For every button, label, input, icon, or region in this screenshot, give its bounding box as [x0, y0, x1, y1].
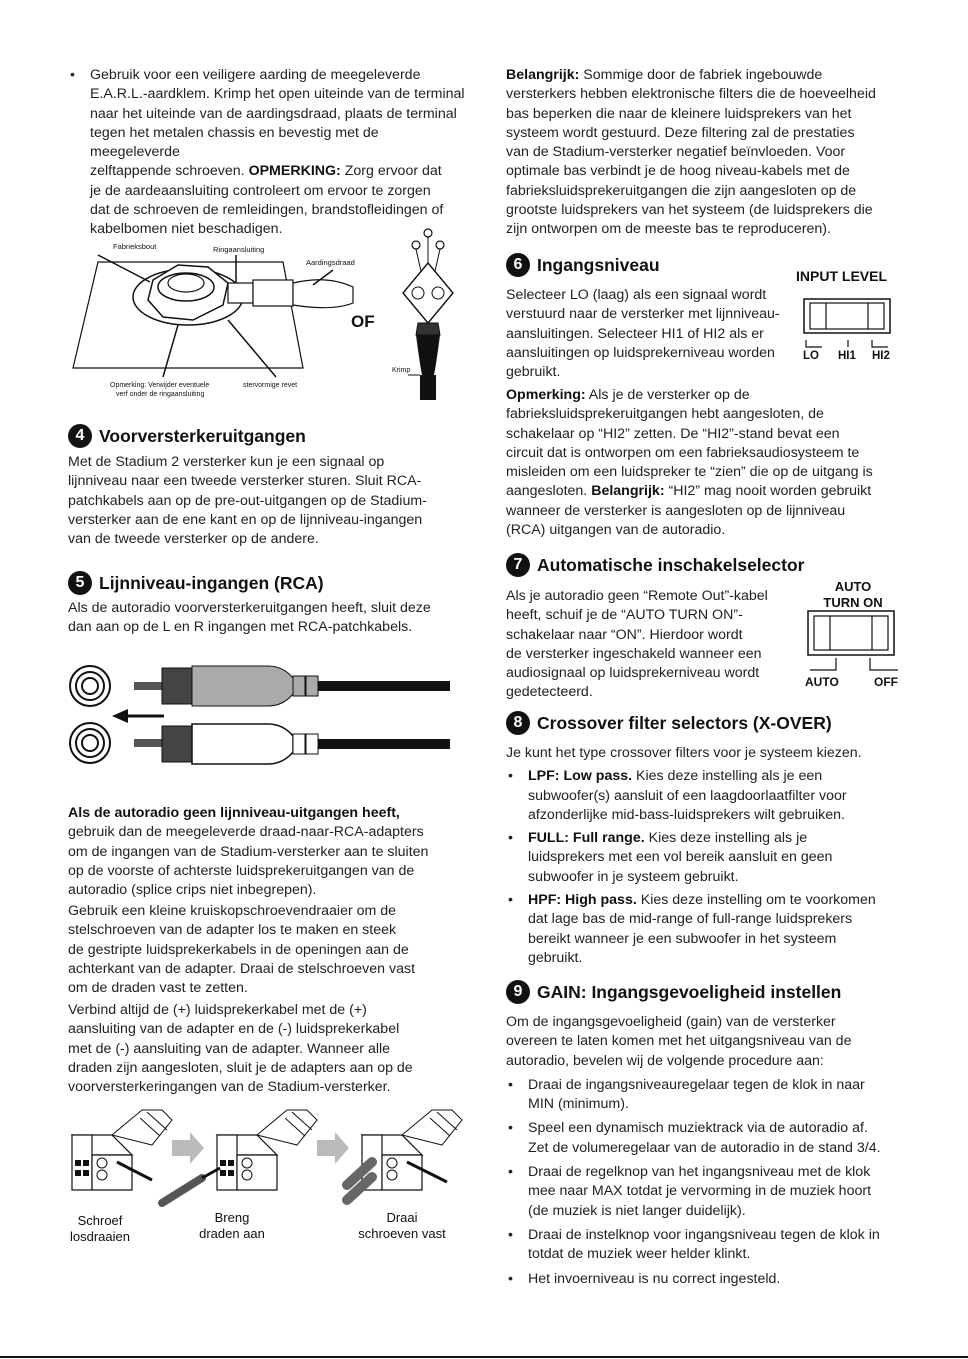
section-8-title: Crossover filter selectors (X-OVER) [537, 712, 832, 733]
section-4-number: 4 [68, 424, 92, 448]
label-losdraaien: losdraaien [70, 1229, 130, 1244]
list-item: • Draai de ingangsniveauregelaar tegen de klok in naar MIN (minimum). [506, 1076, 906, 1115]
section-6-heading [506, 253, 660, 277]
input-level-hi1: HI1 [838, 350, 856, 362]
bottom-rule [0, 1356, 968, 1358]
section-5-heading [68, 571, 324, 595]
label-draai: Draai [386, 1210, 418, 1225]
label-of: OF [351, 312, 375, 331]
ground-wire [293, 280, 353, 308]
ground-bullet: • Gebruik voor een veiligere aarding de meegeleverde E.A.R.L.-aardklem. Krimp het open uiteinde van de terminal naar het uiteinde van de aardingsdraad, plaats de terminal tegen het metalen chassis en bevestig met de meegeleverde zelftappende schroeven. OPMERKING: Zorg ervoor dat je de aardeaansluiting controleert om ervoor te zorgen dat de schroeven de remleidingen, brandstofleidingen of kabelbomen niet beschadigen. [68, 66, 468, 240]
rca-plug-top [134, 666, 450, 706]
auto-turn-on-switch [800, 578, 906, 690]
input-level-lo: LO [803, 350, 819, 362]
section-8-body: Je kunt het type crossover filters voor je systeem kiezen. • LPF: Low pass. Kies deze instelling als je een subwoofer(s) aansluit of een laagdoorlaatfilter voor afzonderlijke mid-bass-luidsprekers wilt gebruiken. • FULL: Full range. Kies deze instelling als je luidsprekers met een vol bereik aansluit en geen subwoofer in je systeem gebruikt. • HPF: High pass. Kies deze instelling om te voorkomen dat lage bas de mid-range of full-range luidsprekers bereikt wanneer je een subwoofer in het systeem gebruikt. [506, 744, 906, 968]
no-line-output-text: Als de autoradio geen lijnniveau-uitgangen heeft, gebruik dan de meegeleverde draad-naar-RCA-adapters om de ingangen van de Stadium-versterker aan te sluiten op de voorste of achterste luidsprekeruitgangen van de autoradio (splice crips niet inbegrepen). [68, 805, 429, 899]
section-4-heading [68, 424, 306, 448]
note-text: Opmerking: Als je de versterker op de fabrieksluidsprekeruitgangen hebt aangesloten, de schakelaar op “HI2” zetten. De “HI2”-stand bevat een circuit dat is ontworpen om een fabrieksaudiosysteem te misleiden om een luidspreker te “zien” die op de uitgang is aangesloten. Belangrijk: “HI2” mag nooit worden gebruikt wanneer de versterker is aangesloten op de lijnniveau (RCA) uitgangen van de autoradio. [506, 387, 873, 539]
auto-turn-on-title-1: AUTO [834, 579, 872, 594]
section-6-body: Selecteer LO (laag) als een signaal wordt verstuurd naar de versterker met lijnniveau- aansluitingen. Selecteer HI1 of HI2 als er aansluitingen op luidsprekerniveau worden gebruikt. [506, 287, 780, 381]
auto-turn-on-auto: AUTO [805, 675, 839, 689]
label-note-2: verf onder de ringaansluiting [116, 391, 205, 398]
section-5-title: Lijnniveau-ingangen (RCA) [99, 572, 324, 593]
label-draden-aan: draden aan [199, 1226, 265, 1241]
arrow-right-icon [172, 1132, 204, 1164]
label-ringaansluiting: Ringaansluiting [213, 245, 265, 254]
arrow-right-icon-2 [317, 1132, 349, 1164]
section-9-number: 9 [506, 980, 530, 1004]
crimp-terminal-drawing [403, 229, 453, 400]
auto-turn-on-title-2: TURN ON [823, 595, 883, 610]
screw-instructions: Gebruik een kleine kruiskopschroevendraaier om de stelschroeven van de adapter los te maken en steek de gestripte luidsprekerkabels in de openingen aan de achterkant van de adapter. Draai de stelschroeven vast om de draden vast te zetten. [68, 903, 416, 997]
list-item: • Draai de instelknop voor ingangsniveau tegen de klok in totdat de muziek weer helder klinkt. [506, 1226, 906, 1265]
section-7-body: Als je autoradio geen “Remote Out”-kabel heeft, schuif je de “AUTO TURN ON”- schakelaar naar “ON”. Hierdoor wordt de versterker ingeschakeld wanneer een audiosignaal op luidsprekerniveau wordt gedetecteerd. [506, 588, 768, 701]
ring-terminal [228, 283, 253, 303]
section-4-title: Voorversterkeruitgangen [99, 425, 306, 446]
input-level-hi2: HI2 [872, 350, 890, 362]
list-item: • Speel een dynamisch muziektrack via de autoradio af. Zet de volumeregelaar van de autoradio in de stand 3/4. [506, 1119, 906, 1158]
rca-jack-bottom [70, 723, 110, 763]
label-krimp: Krimp [392, 367, 411, 374]
label-fabrieksbout: Fabrieksbout [113, 242, 157, 251]
adapter-step-1 [72, 1110, 172, 1190]
section-6-title: Ingangsniveau [537, 254, 660, 275]
label-breng: Breng [214, 1210, 250, 1225]
section-6-number: 6 [506, 253, 530, 277]
rca-cable-figure [68, 660, 458, 770]
rca-plug-bottom [134, 724, 450, 764]
label-note-1: Opmerking: Verwijder eventuele [110, 382, 210, 389]
section-4-body: Met de Stadium 2 versterker kun je een signaal op lijnniveau naar een tweede versterker sturen. Sluit RCA- patchkabels aan op de pre-out-uitgangen op de Stadium- versterker aan de ene kant en op de lijnniveau-ingangen van de tweede versterker op de andere. [68, 454, 427, 548]
input-level-title: INPUT LEVEL [796, 268, 888, 284]
section-7-number: 7 [506, 553, 530, 577]
section-9-body: Om de ingangsgevoeligheid (gain) van de versterker overeen te laten komen met het uitgangsniveau van de autoradio, bevelen wij de volgende procedure aan: • Draai de ingangsniveauregelaar tegen de klok in naar MIN (minimum). • Speel een dynamisch muziektrack via de autoradio af. Zet de volumeregelaar van de autoradio in de stand 3/4. • Draai de regelknop van het ingangsniveau met de klok mee naar MAX totdat je vervorming in de muziek hoort (de muziek is niet langer duidelijk). • Draai de instelknop voor ingangsniveau tegen de klok in totdat de muziek weer helder klinkt. • Het invoerniveau is nu correct ingesteld. [506, 1013, 906, 1289]
crimp-barrel [253, 280, 293, 306]
connect-instructions: Verbind altijd de (+) luidsprekerkabel met de (+) aansluiting van de adapter en de (-) luidsprekerkabel met de (-) aansluiting van de adapter. Wanneer alle draden zijn aangesloten, sluit je de adapters aan op de voorversterkeringangen van de Stadium-versterker. [68, 1002, 413, 1096]
label-schroef: Schroef [77, 1213, 123, 1228]
section-7-title: Automatische inschakelselector [537, 554, 805, 575]
label-stervormige: stervormige revet [243, 382, 298, 389]
label-aardingsdraad: Aardingsdraad [306, 258, 355, 267]
section-8-heading [506, 711, 832, 735]
auto-turn-on-off: OFF [874, 675, 898, 689]
section-7-heading [506, 553, 804, 577]
list-item: • LPF: Low pass. Kies deze instelling als je een subwoofer(s) aansluit of een laagdoorlaatfilter voor afzonderlijke mid-bass-luidsprekers wilt gebruiken. [506, 767, 906, 825]
list-item: • Het invoerniveau is nu correct ingesteld. [506, 1270, 906, 1289]
input-level-switch [796, 265, 906, 365]
gain-procedure-list [506, 1076, 906, 1289]
section-9-title: GAIN: Ingangsgevoeligheid instellen [537, 981, 842, 1002]
list-item: • HPF: High pass. Kies deze instelling om te voorkomen dat lage bas de mid-range of full-range luidsprekers bereikt wanneer je een subwoofer in het systeem gebruikt. [506, 891, 906, 968]
section-5-body: Als de autoradio voorversterkeruitgangen heeft, sluit deze dan aan op de L en R ingangen met RCA-patchkabels. [68, 600, 431, 636]
adapter-steps-figure [62, 1100, 472, 1250]
section-8-number: 8 [506, 711, 530, 735]
rca-jack-top [70, 666, 110, 706]
adapter-step-2 [162, 1110, 317, 1203]
arrow-left-icon [112, 709, 164, 723]
ground-connection-figure [68, 225, 468, 405]
adapter-step-3 [347, 1110, 462, 1200]
important-text: Belangrijk: Sommige door de fabriek ingebouwde versterkers hebben elektronische filters die de hoeveelheid bas beperken die naar de kleinere luidsprekers van het systeem wordt gestuurd. Deze filtering zal de prestaties van de Stadium-versterker negatief beïnvloeden. Voor optimale bas verbindt je de hoog niveau-kabels met de fabrieksluidsprekeruitgangen die zijn aangesloten op de grootste luidsprekers van het systeem (de luidsprekers die zijn ontworpen om de meeste bas te reproduceren). [506, 67, 876, 238]
section-5-number: 5 [68, 571, 92, 595]
list-item: • Draai de regelknop van het ingangsniveau met de klok mee naar MAX totdat je vervorming in de muziek hoort (de muziek is niet langer duidelijk). [506, 1163, 906, 1221]
label-schroeven-vast: schroeven vast [358, 1226, 446, 1241]
ground-bullet-list [68, 66, 468, 240]
list-item: • FULL: Full range. Kies deze instelling als je luidsprekers met een vol bereik aansluit en geen subwoofer in je systeem gebruikt. [506, 829, 906, 887]
crossover-list [506, 767, 906, 968]
section-9-heading [506, 980, 841, 1004]
